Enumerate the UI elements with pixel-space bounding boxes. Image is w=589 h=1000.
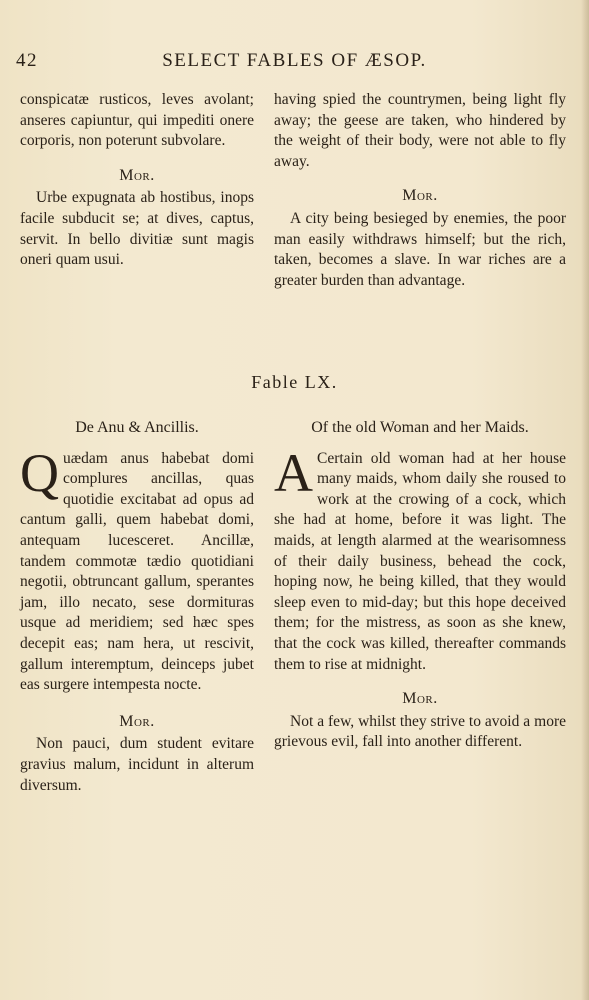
english-body: Certain old woman had at her house many maids, whom daily she roused to work at the crowing of a cock, which she had at home, before it was light. The maids, at length alarmed at the wearisomness of their daily business, behead the cock, hoping now, he being killed, that they would sleep even to mid-day; but this hope deceived them; for the mistress, as soon as she knew, that the cock was killed, thereafter commands them to rise at midnight.: [274, 449, 566, 673]
latin-column-prev: [20, 90, 254, 271]
english-moral-text: A city being besieged by enemies, the poor man easily withdraws himself; but the rich, taken, becomes a slave. In war riches are a greater burden than advantage.: [274, 209, 566, 289]
latin-moral-heading: Mor.: [119, 166, 155, 184]
latin-moral-text-lx: Non pauci, dum student evitare gravius malum, incidunt in alterum diversum.: [20, 735, 254, 794]
page-header: [16, 50, 573, 80]
latin-moral-heading-lx: Mor.: [119, 712, 155, 730]
running-title: SELECT FABLES OF ÆSOP.: [162, 50, 427, 71]
latin-column: [20, 418, 254, 796]
english-column: [274, 418, 566, 753]
english-moral-text-lx: Not a few, whilst they strive to avoid a more grievous evil, fall into another different.: [274, 712, 566, 751]
page-edge-shadow: [581, 0, 589, 1000]
latin-moral-text: Urbe expugnata ab hostibus, inops facile subducit se; at dives, captus, servit. In bello divitiæ sunt magis oneri quam usui.: [20, 189, 254, 269]
english-continuation: having spied the countrymen, being light fly away; the geese are taken, who hindered by the weight of their body, were not able to fly away.: [274, 91, 566, 170]
english-moral-heading-lx: Mor.: [402, 690, 438, 708]
latin-continuation: conspicatæ rusticos, leves avolant; anseres capiuntur, qui impediti onere corporis, non poterunt subvolare.: [20, 91, 254, 150]
english-moral-heading: Mor.: [402, 187, 438, 205]
english-subtitle: Of the old Woman and her Maids.: [311, 419, 529, 436]
latin-body-wrap: [20, 442, 254, 696]
page-number: 42: [16, 50, 38, 71]
english-dropcap: A: [274, 442, 313, 503]
english-body-wrap: [274, 442, 566, 676]
latin-body: uædam anus habebat domi complures ancillas, quas quotidie excitabat ad opus ad cantum galli, quem habebat domi, antequam lucesceret. Ancillæ, tandem commotæ tædio quotidiani negotii, obtruncant gallum, sperantes jam, illo necato, sese dormituras usque ad meridiem; sed hæc spes decepit eas; nam hera, ut rescivit, gallum interemptum, deinceps jubet eas surgere intempesta nocte.: [20, 449, 254, 694]
english-column-prev: [274, 90, 566, 291]
latin-dropcap: Q: [20, 442, 59, 503]
fable-title: Fable LX.: [251, 372, 338, 392]
latin-subtitle: De Anu & Ancillis.: [75, 419, 199, 436]
